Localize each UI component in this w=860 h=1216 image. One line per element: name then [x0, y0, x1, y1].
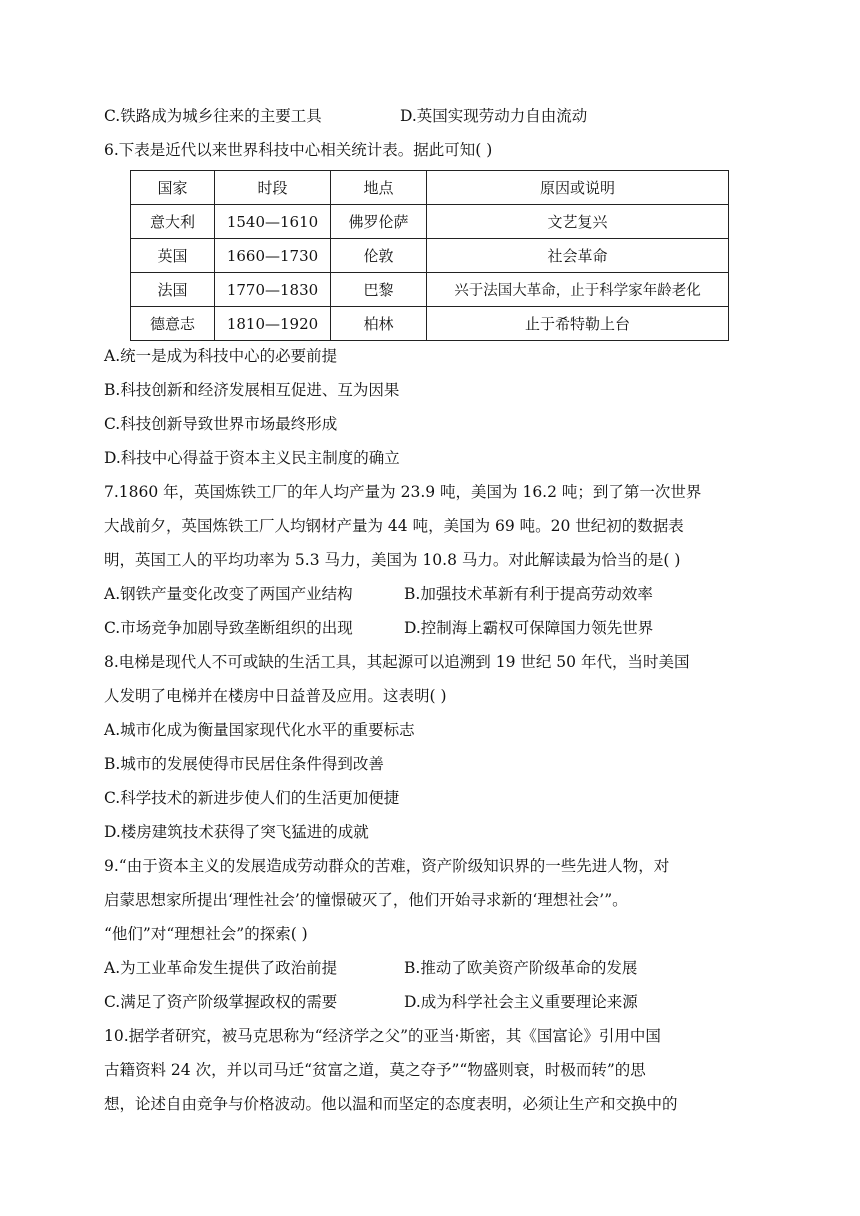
q6-option-c: C.科技创新导致世界市场最终形成: [104, 415, 338, 433]
q5-option-c: C.铁路成为城乡往来的主要工具: [104, 107, 322, 125]
table-cell: 社会革命: [427, 239, 729, 273]
q9-option-a: A.为工业革命发生提供了政治前提: [104, 959, 338, 977]
q9-option-b: B.推动了欧美资产阶级革命的发展: [404, 959, 638, 977]
q9-options-ab: [104, 958, 637, 978]
q10-stem-line: 10.据学者研究，被马克思称为“经济学之父”的亚当·斯密，其《国富论》引用中国: [104, 1027, 661, 1045]
table-header: 时段: [215, 171, 331, 205]
table-cell: 1660—1730: [215, 239, 331, 273]
q7-stem-line: 7.1860 年，英国炼铁工厂的年人均产量为 23.9 吨，美国为 16.2 吨；到了第一次世界: [104, 483, 702, 501]
q7-option-d: D.控制海上霸权可保障国力领先世界: [404, 619, 654, 637]
table-cell: 巴黎: [331, 273, 427, 307]
q8-option-a: A.城市化成为衡量国家现代化水平的重要标志: [104, 721, 415, 739]
table-cell: 法国: [131, 273, 215, 307]
q8-option-b: B.城市的发展使得市民居住条件得到改善: [104, 755, 384, 773]
table-header: 原因或说明: [427, 171, 729, 205]
table-cell: 英国: [131, 239, 215, 273]
table-cell: 柏林: [331, 307, 427, 341]
table-cell: 1810—1920: [215, 307, 331, 341]
table-header-row: [131, 171, 729, 205]
q6-stem: 6.下表是近代以来世界科技中心相关统计表。据此可知( ): [104, 141, 493, 159]
q8-option-c: C.科学技术的新进步使人们的生活更加便捷: [104, 789, 400, 807]
q6-table: [130, 170, 729, 341]
q9-option-d: D.成为科学社会主义重要理论来源: [404, 993, 638, 1011]
table-cell: 止于希特勒上台: [427, 307, 729, 341]
table-header: 国家: [131, 171, 215, 205]
q7-stem-line: 大战前夕，英国炼铁工厂人均钢材产量为 44 吨，美国为 69 吨。20 世纪初的数据表: [104, 517, 684, 535]
q7-options-cd: [104, 618, 653, 638]
q6-option-a: A.统一是成为科技中心的必要前提: [104, 347, 338, 365]
table-cell: 伦敦: [331, 239, 427, 273]
q9-stem-line: 9.“由于资本主义的发展造成劳动群众的苦难，资产阶级知识界的一些先进人物，对: [104, 857, 670, 875]
table-cell: 兴于法国大革命，止于科学家年龄老化: [427, 273, 729, 307]
q10-stem-line: 古籍资料 24 次，并以司马迁“贫富之道，莫之夺予”“物盛则衰，时极而转”的思: [104, 1061, 646, 1079]
table-cell: 1540—1610: [215, 205, 331, 239]
table-cell: 德意志: [131, 307, 215, 341]
q6-option-b: B.科技创新和经济发展相互促进、互为因果: [104, 381, 400, 399]
table-header: 地点: [331, 171, 427, 205]
q8-option-d: D.楼房建筑技术获得了突飞猛进的成就: [104, 823, 369, 841]
q5-options-cd: [104, 106, 587, 126]
q8-stem-line: 8.电梯是现代人不可或缺的生活工具，其起源可以追溯到 19 世纪 50 年代，当时美国: [104, 653, 690, 671]
table-row: [131, 205, 729, 239]
table-cell: 文艺复兴: [427, 205, 729, 239]
table-row: [131, 239, 729, 273]
table-row: [131, 307, 729, 341]
table-row: [131, 273, 729, 307]
table-cell: 佛罗伦萨: [331, 205, 427, 239]
table-cell: 意大利: [131, 205, 215, 239]
q7-option-c: C.市场竞争加剧导致垄断组织的出现: [104, 619, 353, 637]
table-cell: 1770—1830: [215, 273, 331, 307]
q9-options-cd: [104, 992, 638, 1012]
q5-option-d: D.英国实现劳动力自由流动: [400, 107, 588, 125]
q7-option-b: B.加强技术革新有利于提高劳动效率: [404, 585, 653, 603]
q10-stem-line: 想，论述自由竞争与价格波动。他以温和而坚定的态度表明，必须让生产和交换中的: [104, 1095, 678, 1113]
q7-options-ab: [104, 584, 653, 604]
q6-option-d: D.科技中心得益于资本主义民主制度的确立: [104, 449, 400, 467]
q9-stem-line: 启蒙思想家所提出‘理性社会’的憧憬破灭了，他们开始寻求新的‘理想社会’”。: [104, 891, 628, 909]
q7-stem-line: 明，英国工人的平均功率为 5.3 马力，美国为 10.8 马力。对此解读最为恰当的是( ): [104, 551, 681, 569]
q9-stem-line: “他们”对“理想社会”的探索( ): [104, 925, 308, 943]
q9-option-c: C.满足了资产阶级掌握政权的需要: [104, 993, 338, 1011]
q8-stem-line: 人发明了电梯并在楼房中日益普及应用。这表明( ): [104, 687, 447, 705]
q7-option-a: A.钢铁产量变化改变了两国产业结构: [104, 585, 353, 603]
